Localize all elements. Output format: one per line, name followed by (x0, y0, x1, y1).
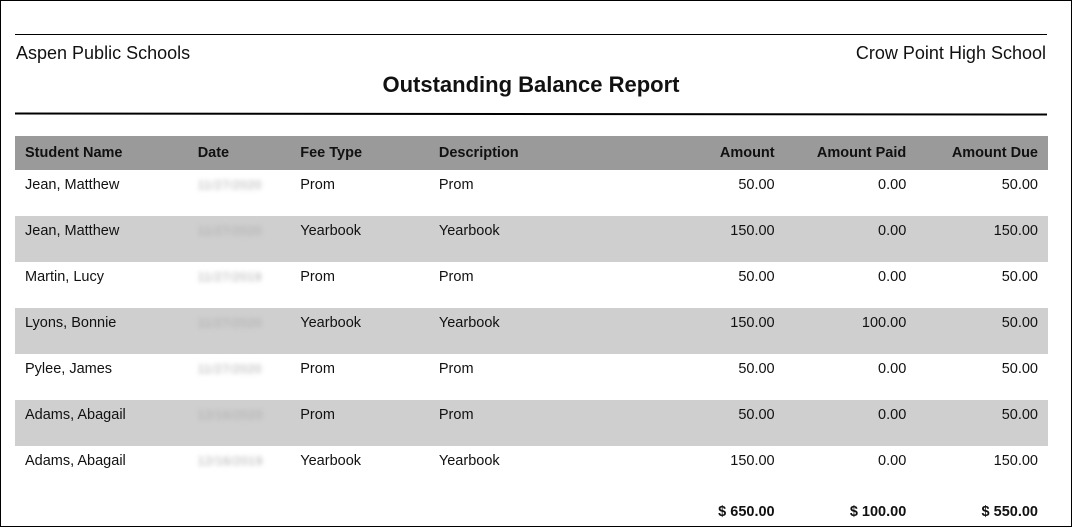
fee-type-cell: Prom (300, 177, 335, 193)
description-cell: Prom (438, 177, 474, 193)
table-header-row (15, 136, 1048, 170)
student-name-cell: Lyons, Bonnie (15, 308, 188, 354)
student-name-cell: Jean, Matthew (15, 216, 188, 262)
total-amount-paid: $ 100.00 (849, 504, 907, 520)
total-amount-due: $ 550.00 (981, 504, 1038, 520)
totals-row (15, 492, 1048, 530)
redacted-date: 11/27/2020 (197, 224, 262, 238)
column-header-description: Description (429, 136, 627, 170)
fee-type-cell: Yearbook (300, 453, 362, 469)
student-name-cell: Pylee, James (25, 361, 113, 377)
date-cell (188, 400, 291, 446)
amount-paid-cell: 0.00 (878, 177, 907, 193)
redacted-date: 11/27/2019 (197, 270, 262, 284)
amount-due-cell: 50.00 (916, 308, 1048, 354)
amount-cell: 150.00 (627, 308, 785, 354)
date-cell (188, 308, 291, 354)
amount-cell: 150.00 (730, 453, 775, 469)
description-cell: Prom (438, 269, 474, 285)
table-row (15, 170, 1048, 216)
amount-paid-cell: 0.00 (785, 400, 917, 446)
student-name-cell: Martin, Lucy (25, 269, 104, 285)
fee-type-cell: Prom (300, 269, 335, 285)
balance-table (15, 136, 1048, 530)
column-header-date: Date (188, 136, 291, 170)
amount-paid-cell: 0.00 (878, 361, 907, 377)
amount-cell: 50.00 (738, 269, 775, 285)
redacted-date: 11/27/2020 (197, 178, 262, 192)
table-row (15, 262, 1048, 308)
redacted-date: 12/16/2019 (197, 454, 263, 468)
total-amount: $ 650.00 (718, 504, 775, 520)
amount-due-cell: 50.00 (1001, 177, 1038, 193)
column-header-amount-paid: Amount Paid (785, 136, 917, 170)
description-cell: Yearbook (429, 308, 627, 354)
table-row (15, 308, 1048, 354)
fee-type-cell: Yearbook (290, 308, 429, 354)
student-name-cell: Jean, Matthew (25, 177, 120, 193)
column-header-fee-type: Fee Type (290, 136, 429, 170)
column-header-amount: Amount (627, 136, 785, 170)
date-cell (188, 170, 291, 216)
description-cell: Prom (438, 361, 474, 377)
amount-due-cell: 150.00 (993, 453, 1038, 469)
amount-cell: 50.00 (738, 177, 775, 193)
student-name-cell: Adams, Abagail (15, 400, 188, 446)
redacted-date: 11/27/2020 (197, 362, 262, 376)
amount-cell: 150.00 (627, 216, 785, 262)
date-cell (188, 262, 291, 308)
report-title: Outstanding Balance Report (382, 72, 680, 97)
redacted-date: 12/16/2020 (197, 408, 263, 422)
amount-paid-cell: 0.00 (785, 216, 917, 262)
amount-cell: 50.00 (738, 361, 775, 377)
fee-type-cell: Prom (290, 400, 429, 446)
column-header-student-name: Student Name (15, 136, 188, 170)
description-cell: Yearbook (429, 216, 627, 262)
amount-paid-cell: 100.00 (785, 308, 917, 354)
school-name: Crow Point High School (855, 43, 1046, 63)
date-cell (188, 216, 291, 262)
date-cell (188, 354, 291, 400)
amount-due-cell: 150.00 (916, 216, 1048, 262)
table-row (15, 400, 1048, 446)
amount-due-cell: 50.00 (1001, 269, 1038, 285)
amount-paid-cell: 0.00 (878, 269, 907, 285)
table-row (15, 216, 1048, 262)
fee-type-cell: Prom (300, 361, 335, 377)
title-divider (15, 112, 1047, 115)
date-cell (188, 446, 291, 492)
amount-due-cell: 50.00 (916, 400, 1048, 446)
redacted-date: 11/27/2020 (197, 316, 262, 330)
description-cell: Prom (429, 400, 627, 446)
top-divider (15, 34, 1047, 35)
student-name-cell: Adams, Abagail (25, 453, 126, 469)
table-row (15, 446, 1048, 492)
description-cell: Yearbook (438, 453, 500, 469)
table-row (15, 354, 1048, 400)
amount-due-cell: 50.00 (1001, 361, 1038, 377)
amount-paid-cell: 0.00 (878, 453, 907, 469)
column-header-amount-due: Amount Due (916, 136, 1048, 170)
amount-cell: 50.00 (627, 400, 785, 446)
district-name: Aspen Public Schools (16, 43, 191, 63)
fee-type-cell: Yearbook (290, 216, 429, 262)
